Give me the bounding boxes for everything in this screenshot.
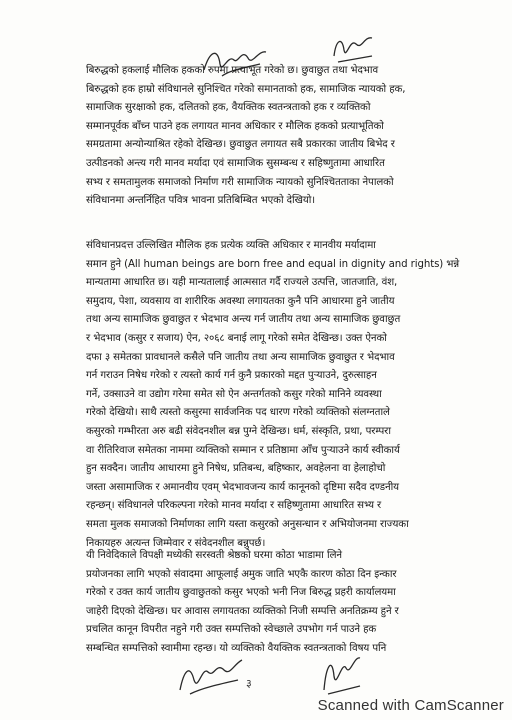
text-line: निकायहरु अत्यन्त जिम्मेवार र संवेदनशील बन्नुपर्छ। [86,537,266,549]
paragraph-1 [86,62,490,211]
text-line: संविधानप्रदत्त उल्लिखित मौलिक हक प्रत्येक व्यक्ति अधिकार र मानवीय मर्यादामा [86,240,376,251]
text-line: समता मुलक समाजको निर्माणका लागि यस्ता कसुरको अनुसन्धान र अभियोजनमा राज्यका [86,518,409,530]
text-line: समान हुने (All human beings are born free and equal in dignity and rights) भन्ने [86,258,460,270]
text-line: तथा अन्य सामाजिक छुवाछुत र भेदभाव अन्त्य गर्न जातीय तथा अन्य सामाजिक छुवाछुत [86,314,401,326]
text-line: सम्मानपूर्वक बाँच्न पाउने हक लगायत मानव अधिकार र मौलिक हकको प्रत्याभूतिको [86,120,384,132]
text-line: बिरुद्धको हक हाम्रो संविधानले सुनिश्चित गरेको समानताको हक, सामाजिक न्यायको हक, [86,83,406,95]
text-line: समुदाय, पेशा, व्यवसाय वा शारीरिक अवस्था लगायतका कुनै पनि आधारमा हुने जातीय [86,295,395,307]
text-line: कसुरको गम्भीरता अरु बढी संवेदनशील बन्न पुग्ने देखिन्छ। धर्म, संस्कृति, प्रथा, परम्परा [86,425,391,437]
paragraph-3 [86,547,490,659]
paragraph-2 [86,237,490,553]
text-line: र भेदभाव (कसुर र सजाय) ऐन, २०६८ बनाई लागू गरेको समेत देखिन्छ। उक्त ऐनको [86,332,387,344]
text-line: प्रयोजनका लागि भएको संवादमा आफूलाई अमुक जाति भएकै कारण कोठा दिन इन्कार [86,568,397,580]
text-line: यी निवेदिकाले विपक्षी मध्येकी सरस्वती श्रेष्ठको घरमा कोठा भाडामा लिने [86,550,342,561]
text-line: रहन्छन्। संविधानले परिकल्पना गरेको मानव मर्यादा र सहिष्णुतामा आधारित सभ्य र [86,500,382,512]
text-line: गरेको र उक्त कार्य जातीय छुवाछुतको कसुर भएको भनी निज बिरुद्ध प्रहरी कार्यालयमा [86,587,396,599]
scanner-watermark: Scanned with CamScanner [317,697,504,714]
signature-top-right [328,30,378,66]
text-line: गरेको देखियो। साथै त्यस्तो कसुरमा सार्वजनिक पद धारण गरेको व्यक्तिको संलग्नताले [86,407,390,419]
page-number: ३ [246,677,252,690]
text-line: दफा ३ समेतका प्रावधानले कसैले पनि जातीय तथा अन्य सामाजिक छुवाछुत र भेदभाव [86,351,395,363]
text-line: वा रीतिरिवाज समेतका नाममा व्यक्तिको सम्मान र प्रतिष्ठामा आँच पुऱ्याउने कार्य स्वीकार्य [86,444,400,456]
text-line: हुन सक्दैन। जातीय आधारमा हुने निषेध, प्रतिबन्ध, बहिष्कार, अवहेलना वा हेलाहोचो [86,463,386,475]
text-line: सम्बन्धित सम्पत्तिको स्वामीमा रहन्छ। यो व्यक्तिको वैयक्तिक स्वतन्त्रताको विषय पनि [86,642,387,654]
text-line: प्रचलित कानून विपरीत नहुने गरी उक्त सम्पत्तिको स्वेच्छाले उपभोग गर्न पाउने हक [86,624,377,636]
text-line: बिरुद्धको हकलाई मौलिक हकको रुपमा प्रत्याभूत गरेको छ। छुवाछुत तथा भेदभाव [86,65,379,76]
text-line: गर्ने, उक्साउने वा उद्योग गरेमा समेत सो ऐन अन्तर्गतको कसुर गरेको मानिने व्यवस्था [86,388,382,400]
text-line: उत्पीडनको अन्त्य गरी मानव मर्यादा एवं सामाजिक सुसम्बन्ध र सहिष्णुतामा आधारित [86,157,385,169]
text-line: समग्रतामा अन्योन्याश्रित रहेको देखिन्छ। छुवाछुत लगायत सबै प्रकारका जातीय बिभेद र [86,139,395,151]
text-line: मान्यतामा आधारित छ। यही मान्यतालाई आत्मसात गर्दै राज्यले उत्पत्ति, जातजाति, वंश, [86,277,398,289]
text-line: संविधानमा अन्तर्निहित पवित्र भावना प्रतिबिम्बित भएको देखियो। [86,195,316,207]
text-line: जाहेरी दिएको देखिन्छ। घर आवास लगायतका व्यक्तिको निजी सम्पत्ति अनतिक्रम्य हुने र [86,605,399,617]
text-line: गर्न गराउन निषेध गरेको र त्यस्तो कार्य गर्न कुनै प्रकारको मद्दत पुऱ्याउने, दुरुत्साहन [86,370,377,382]
text-line: जस्ता असामाजिक र अमानवीय एवम् भेदभावजन्य कार्य कानूनको दृष्टिमा सदैव दण्डनीय [86,481,399,493]
text-line: सभ्य र समतामुलक समाजको निर्माण गरी सामाजिक न्यायको सुनिश्चितताका नेपालको [86,176,394,188]
text-line: सामाजिक सुरक्षाको हक, दलितको हक, वैयक्तिक स्वतन्त्रताको हक र व्यक्तिको [86,102,371,114]
